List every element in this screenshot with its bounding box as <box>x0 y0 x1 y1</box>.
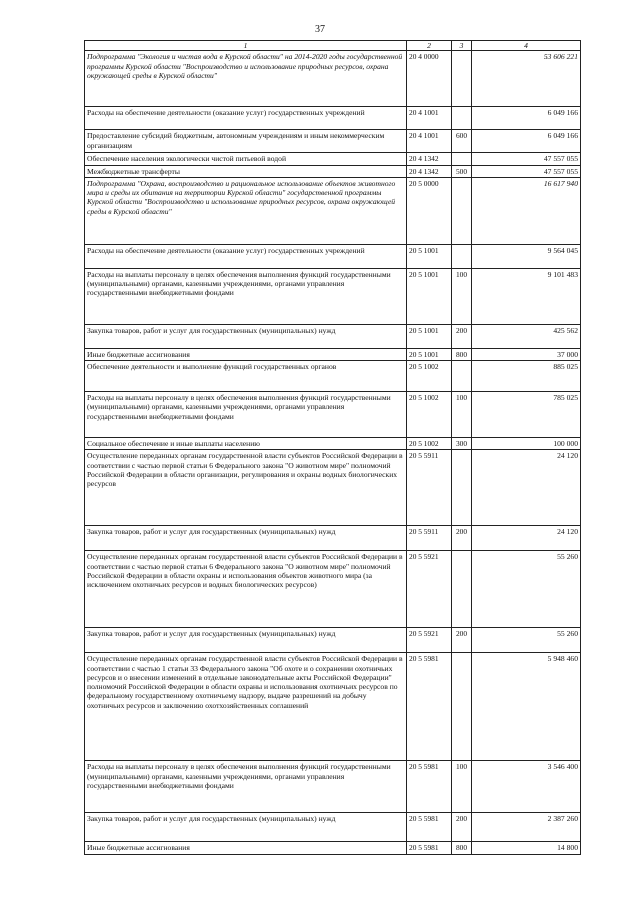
row-name-cell: Осуществление переданных органам государственной власти субъектов Российской Федерации в соответствии с частью 1 статьи 33 Федерального закона "Об охоте и о сохранении охотничьих ресурсов и о внесении изменений в отдельные законодательные акты Российской Федерации" полномочий Российской Федерации в области охраны и использования охотничьих ресурсов по федеральному государственному охотничьему надзору, выдаче разрешений на добычу охотничьих ресурсов и заключению охотхозяйственных соглашений <box>85 653 407 761</box>
header-cell-code: 2 <box>407 41 452 51</box>
header-cell-type: 3 <box>452 41 472 51</box>
row-type-cell: 100 <box>452 392 472 438</box>
row-name-cell: Обеспечение деятельности и выполнение функций государственных органов <box>85 361 407 392</box>
row-sum-cell: 5 948 460 <box>472 653 581 761</box>
row-type-cell <box>452 244 472 268</box>
row-type-cell <box>452 450 472 526</box>
row-sum-cell: 53 606 221 <box>472 51 581 107</box>
row-sum-cell: 47 557 055 <box>472 153 581 165</box>
row-sum-cell: 3 546 400 <box>472 761 581 813</box>
table-row <box>85 51 581 107</box>
page-number: 37 <box>315 24 325 35</box>
row-code-cell: 20 5 1002 <box>407 438 452 450</box>
budget-table <box>84 40 581 855</box>
row-type-cell <box>452 177 472 244</box>
row-sum-cell: 6 049 166 <box>472 107 581 130</box>
row-type-cell <box>452 653 472 761</box>
row-code-cell: 20 5 5981 <box>407 842 452 854</box>
row-name-cell: Межбюджетные трансферты <box>85 165 407 177</box>
table-row <box>85 392 581 438</box>
row-sum-cell: 24 120 <box>472 526 581 551</box>
row-type-cell: 500 <box>452 165 472 177</box>
table-row <box>85 813 581 842</box>
row-code-cell: 20 5 5981 <box>407 761 452 813</box>
row-name-cell: Расходы на выплаты персоналу в целях обеспечения выполнения функций государственными (муниципальными) органами, казенными учреждениями, органами управления государственными внебюджетными фондами <box>85 392 407 438</box>
row-code-cell: 20 5 1002 <box>407 361 452 392</box>
table-row <box>85 761 581 813</box>
table-row <box>85 526 581 551</box>
row-sum-cell: 55 260 <box>472 628 581 653</box>
table-row <box>85 450 581 526</box>
table-row <box>85 165 581 177</box>
row-type-cell: 200 <box>452 628 472 653</box>
row-sum-cell: 14 800 <box>472 842 581 854</box>
table-row <box>85 438 581 450</box>
row-code-cell: 20 5 5921 <box>407 628 452 653</box>
table-header-row <box>85 41 581 51</box>
table-row <box>85 153 581 165</box>
table-body <box>85 51 581 854</box>
header-cell-name: 1 <box>85 41 407 51</box>
table-row <box>85 130 581 153</box>
row-name-cell: Иные бюджетные ассигнования <box>85 348 407 360</box>
table-row <box>85 842 581 854</box>
row-sum-cell: 55 260 <box>472 551 581 628</box>
row-code-cell: 20 5 1002 <box>407 392 452 438</box>
row-type-cell: 300 <box>452 438 472 450</box>
table-row <box>85 244 581 268</box>
row-name-cell: Осуществление переданных органам государственной власти субъектов Российской Федерации в соответствии с частью первой статьи 6 Федерального закона "О животном мире" полномочий Российской Федерации в области охраны и использования объектов животного мира (за исключением охотничьих ресурсов и водных биологических ресурсов) <box>85 551 407 628</box>
header-cell-sum: 4 <box>472 41 581 51</box>
row-type-cell <box>452 361 472 392</box>
row-code-cell: 20 4 1342 <box>407 153 452 165</box>
row-type-cell: 100 <box>452 761 472 813</box>
row-name-cell: Закупка товаров, работ и услуг для государственных (муниципальных) нужд <box>85 324 407 348</box>
row-type-cell <box>452 107 472 130</box>
row-name-cell: Расходы на выплаты персоналу в целях обеспечения выполнения функций государственными (муниципальными) органами, казенными учреждениями, органами управления государственными внебюджетными фондами <box>85 761 407 813</box>
row-code-cell: 20 5 5911 <box>407 526 452 551</box>
row-code-cell: 20 5 5981 <box>407 813 452 842</box>
row-code-cell: 20 5 5981 <box>407 653 452 761</box>
row-name-cell: Обеспечение населения экологически чистой питьевой водой <box>85 153 407 165</box>
row-code-cell: 20 5 5911 <box>407 450 452 526</box>
row-name-cell: Подпрограмма "Экология и чистая вода в Курской области" на 2014-2020 годы государственной программы Курской области "Воспроизводство и использование природных ресурсов, охрана окружающей среды в Курской области" <box>85 51 407 107</box>
row-name-cell: Расходы на обеспечение деятельности (оказание услуг) государственных учреждений <box>85 107 407 130</box>
row-type-cell: 800 <box>452 348 472 360</box>
row-sum-cell: 16 617 940 <box>472 177 581 244</box>
row-sum-cell: 425 562 <box>472 324 581 348</box>
row-code-cell: 20 5 5921 <box>407 551 452 628</box>
table-row <box>85 361 581 392</box>
row-type-cell: 100 <box>452 268 472 324</box>
row-type-cell: 200 <box>452 324 472 348</box>
row-name-cell: Иные бюджетные ассигнования <box>85 842 407 854</box>
row-code-cell: 20 5 1001 <box>407 244 452 268</box>
row-name-cell: Расходы на выплаты персоналу в целях обеспечения выполнения функций государственными (муниципальными) органами, казенными учреждениями, органами управления государственными внебюджетными фондами <box>85 268 407 324</box>
row-code-cell: 20 4 1001 <box>407 107 452 130</box>
row-sum-cell: 9 564 045 <box>472 244 581 268</box>
row-sum-cell: 785 025 <box>472 392 581 438</box>
row-sum-cell: 24 120 <box>472 450 581 526</box>
row-sum-cell: 47 557 055 <box>472 165 581 177</box>
row-sum-cell: 100 000 <box>472 438 581 450</box>
row-type-cell: 600 <box>452 130 472 153</box>
table-row <box>85 348 581 360</box>
row-name-cell: Закупка товаров, работ и услуг для государственных (муниципальных) нужд <box>85 813 407 842</box>
table-row <box>85 628 581 653</box>
row-code-cell: 20 4 1001 <box>407 130 452 153</box>
table-row <box>85 324 581 348</box>
row-code-cell: 20 5 0000 <box>407 177 452 244</box>
row-sum-cell: 2 387 260 <box>472 813 581 842</box>
row-name-cell: Расходы на обеспечение деятельности (оказание услуг) государственных учреждений <box>85 244 407 268</box>
table-row <box>85 653 581 761</box>
row-code-cell: 20 4 0000 <box>407 51 452 107</box>
row-sum-cell: 9 101 483 <box>472 268 581 324</box>
row-name-cell: Предоставление субсидий бюджетным, автономным учреждениям и иным некоммерческим организациям <box>85 130 407 153</box>
row-code-cell: 20 5 1001 <box>407 348 452 360</box>
table-row <box>85 268 581 324</box>
row-name-cell: Закупка товаров, работ и услуг для государственных (муниципальных) нужд <box>85 628 407 653</box>
table-row <box>85 551 581 628</box>
row-name-cell: Подпрограмма "Охрана, воспроизводство и рациональное использование объектов животного мира и среды их обитания на территории Курской области" государственной программы Курской области "Воспроизводство и использование природных ресурсов, охрана окружающей среды в Курской области" <box>85 177 407 244</box>
row-code-cell: 20 5 1001 <box>407 268 452 324</box>
row-sum-cell: 37 000 <box>472 348 581 360</box>
row-name-cell: Социальное обеспечение и иные выплаты населению <box>85 438 407 450</box>
row-type-cell: 200 <box>452 813 472 842</box>
row-code-cell: 20 5 1001 <box>407 324 452 348</box>
row-sum-cell: 6 049 166 <box>472 130 581 153</box>
row-name-cell: Осуществление переданных органам государственной власти субъектов Российской Федерации в соответствии с частью первой статьи 6 Федерального закона "О животном мире" полномочий Российской Федерации в области организации, регулирования и охраны водных биологических ресурсов <box>85 450 407 526</box>
row-type-cell <box>452 51 472 107</box>
row-code-cell: 20 4 1342 <box>407 165 452 177</box>
row-type-cell: 800 <box>452 842 472 854</box>
row-type-cell: 200 <box>452 526 472 551</box>
table-row <box>85 177 581 244</box>
row-type-cell <box>452 153 472 165</box>
row-type-cell <box>452 551 472 628</box>
row-sum-cell: 885 025 <box>472 361 581 392</box>
row-name-cell: Закупка товаров, работ и услуг для государственных (муниципальных) нужд <box>85 526 407 551</box>
table-row <box>85 107 581 130</box>
